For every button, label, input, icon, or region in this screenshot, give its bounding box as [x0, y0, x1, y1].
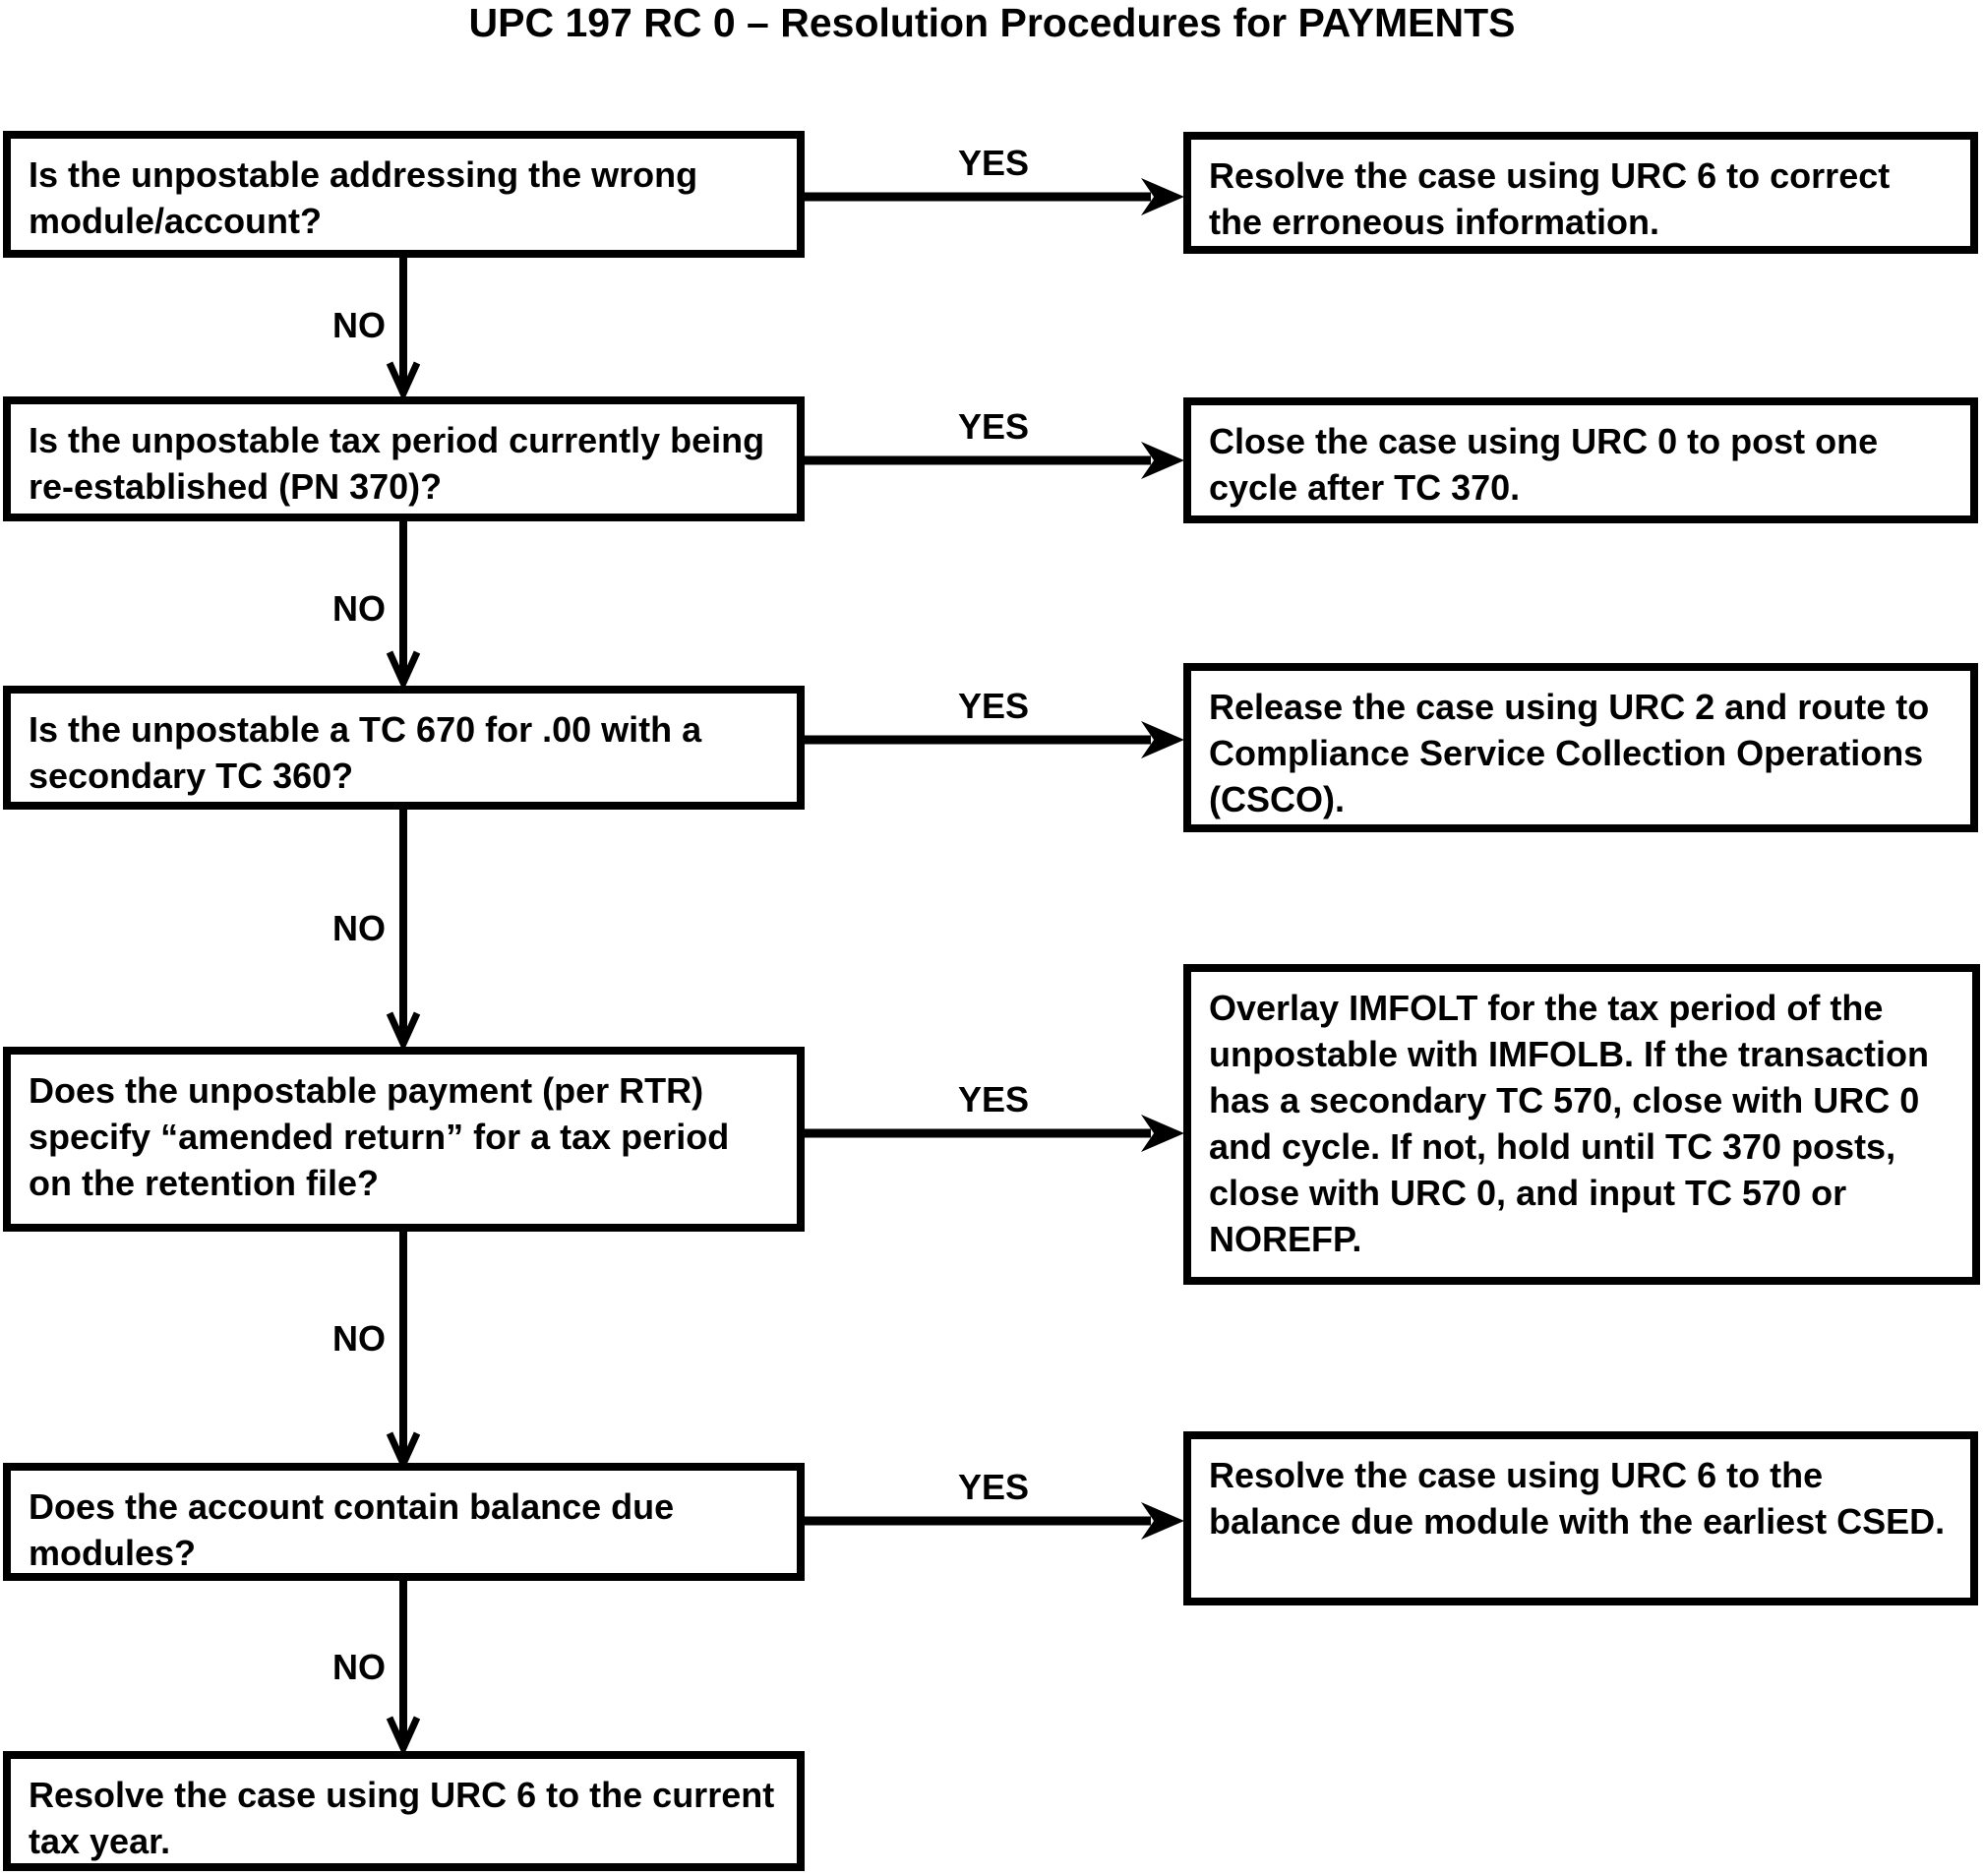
- no-arrow-5: [377, 1581, 430, 1751]
- yes-arrow-2: [805, 439, 1185, 482]
- yes-arrow-1: [805, 175, 1185, 218]
- no-label-5: NO: [332, 1647, 386, 1687]
- result-box-1: Resolve the case using URC 6 to correct the erroneous information.: [1183, 132, 1978, 254]
- result-box-4: Overlay IMFOLT for the tax period of the unpostable with IMFOLB. If the transaction has a secondary TC 570, close with URC 0 and cycle. If not, hold until TC 370 posts, close with URC 0, and input TC 570 or NOREFP.: [1183, 964, 1980, 1285]
- no-label-4: NO: [332, 1318, 386, 1359]
- yes-label-5: YES: [957, 1467, 1030, 1507]
- yes-arrow-3: [805, 718, 1185, 761]
- result-box-5: Resolve the case using URC 6 to the balance due module with the earliest CSED.: [1183, 1431, 1978, 1605]
- final-result-box: Resolve the case using URC 6 to the current tax year.: [3, 1751, 805, 1871]
- yes-label-4: YES: [957, 1079, 1030, 1120]
- question-box-4: Does the unpostable payment (per RTR) specify “amended return” for a tax period on the retention file?: [3, 1047, 805, 1232]
- question-box-2: Is the unpostable tax period currently being re-established (PN 370)?: [3, 396, 805, 521]
- no-arrow-4: [377, 1232, 430, 1467]
- no-label-3: NO: [332, 908, 386, 948]
- no-arrow-3: [377, 810, 430, 1047]
- question-box-1: Is the unpostable addressing the wrong module/account?: [3, 131, 805, 258]
- yes-label-2: YES: [957, 406, 1030, 447]
- no-arrow-2: [377, 521, 430, 686]
- yes-arrow-4: [805, 1112, 1185, 1155]
- yes-label-3: YES: [957, 686, 1030, 726]
- no-label-2: NO: [332, 588, 386, 629]
- question-box-5: Does the account contain balance due modules?: [3, 1463, 805, 1581]
- no-label-1: NO: [332, 305, 386, 345]
- no-arrow-1: [377, 258, 430, 396]
- question-box-3: Is the unpostable a TC 670 for .00 with a secondary TC 360?: [3, 686, 805, 810]
- page-title: UPC 197 RC 0 – Resolution Procedures for PAYMENTS: [468, 0, 1516, 45]
- result-box-2: Close the case using URC 0 to post one cycle after TC 370.: [1183, 397, 1978, 523]
- result-box-3: Release the case using URC 2 and route to Compliance Service Collection Operations (CSCO).: [1183, 663, 1978, 832]
- yes-arrow-5: [805, 1499, 1185, 1543]
- yes-label-1: YES: [957, 143, 1030, 183]
